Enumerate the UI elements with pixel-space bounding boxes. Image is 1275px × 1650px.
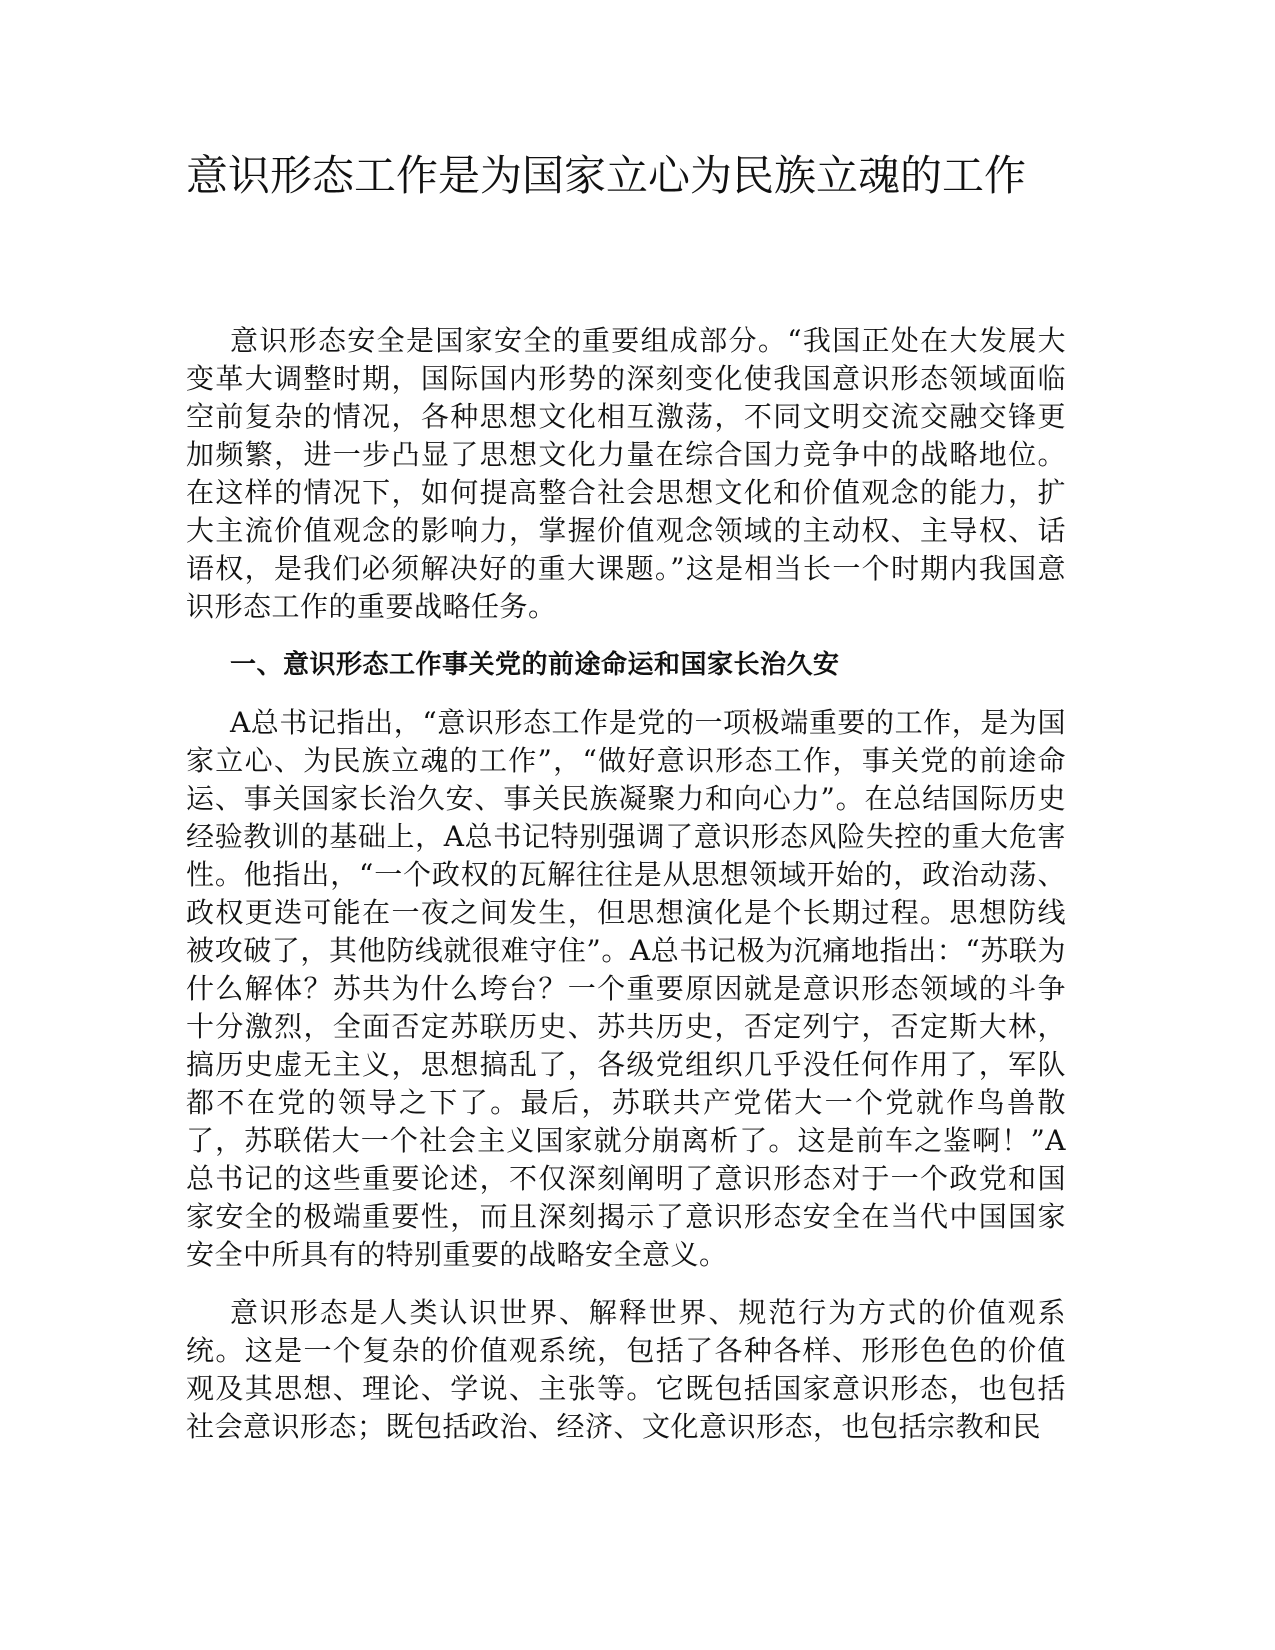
paragraph-section-1-b: 意识形态是人类认识世界、解释世界、规范行为方式的价值观系统。这是一个复杂的价值观系统，包括了各种各样、形形色色的价值观及其思想、理论、学说、主张等。它既包括国家意识形态，也包括社会意识形态；既包括政治、经济、文化意识形态，也包括宗教和民 [186, 1296, 1066, 1443]
section-heading-1: 一、意识形态工作事关党的前途命运和国家长治久安 [230, 650, 840, 680]
document-title: 意识形态工作是为国家立心为民族立魂的工作 [186, 151, 1027, 200]
document-body [186, 322, 1066, 1466]
paragraph-section-1-a: A总书记指出，“意识形态工作是党的一项极端重要的工作，是为国家立心、为民族立魂的工作”，“做好意识形态工作，事关党的前途命运、事关国家长治久安、事关民族凝聚力和向心力”。在总结国际历史经验教训的基础上，A总书记特别强调了意识形态风险失控的重大危害性。他指出，“一个政权的瓦解往往是从思想领域开始的，政治动荡、政权更迭可能在一夜之间发生，但思想演化是个长期过程。思想防线被攻破了，其他防线就很难守住”。A总书记极为沉痛地指出：“苏联为什么解体？苏共为什么垮台？一个重要原因就是意识形态领域的斗争十分激烈，全面否定苏联历史、苏共历史，否定列宁，否定斯大林，搞历史虚无主义，思想搞乱了，各级党组织几乎没任何作用了，军队都不在党的领导之下了。最后，苏联共产党偌大一个党就作鸟兽散了，苏联偌大一个社会主义国家就分崩离析了。这是前车之鉴啊！”A总书记的这些重要论述，不仅深刻阐明了意识形态对于一个政党和国家安全的极端重要性，而且深刻揭示了意识形态安全在当代中国国家安全中所具有的特别重要的战略安全意义。 [186, 706, 1066, 1271]
paragraph-intro: 意识形态安全是国家安全的重要组成部分。“我国正处在大发展大变革大调整时期，国际国内形势的深刻变化使我国意识形态领域面临空前复杂的情况，各种思想文化相互激荡，不同文明交流交融交锋更加频繁，进一步凸显了思想文化力量在综合国力竞争中的战略地位。在这样的情况下，如何提高整合社会思想文化和价值观念的能力，扩大主流价值观念的影响力，掌握价值观念领域的主动权、主导权、话语权，是我们必须解决好的重大课题。”这是相当长一个时期内我国意识形态工作的重要战略任务。 [186, 324, 1066, 623]
